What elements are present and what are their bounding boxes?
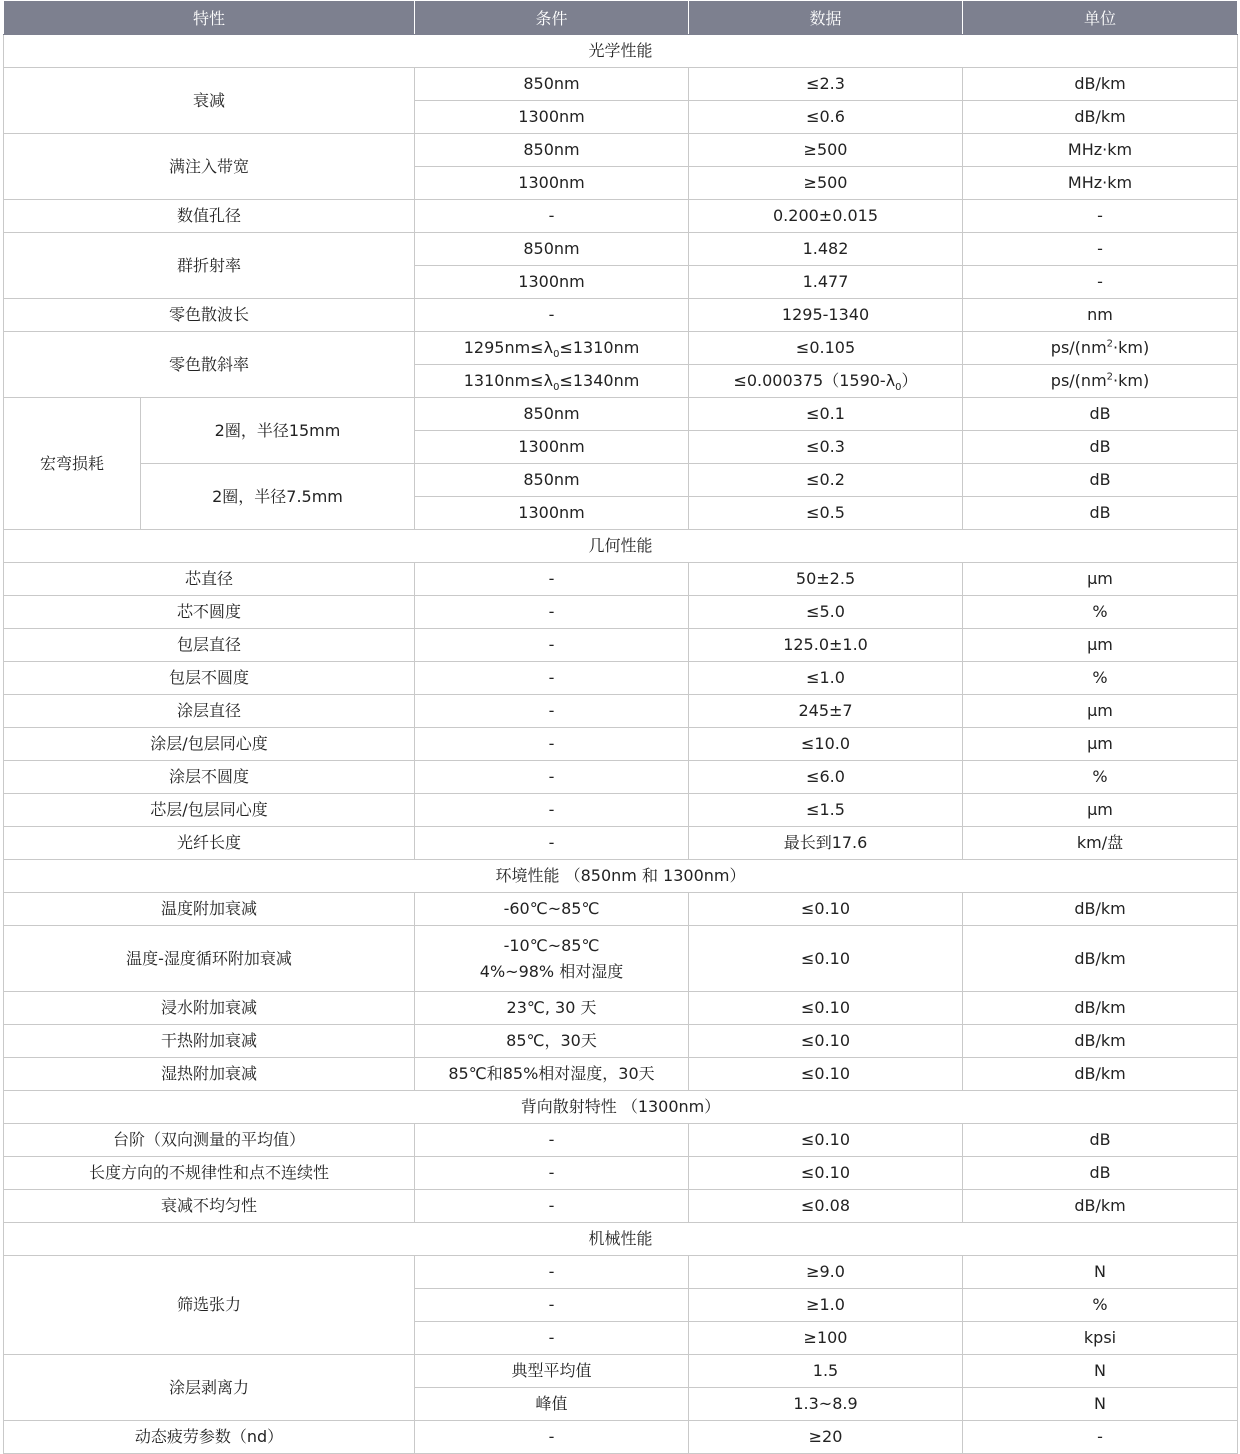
table-row: [4, 992, 1238, 1025]
cell-condition: -: [415, 1190, 689, 1223]
cell-unit: μm: [963, 695, 1238, 728]
cell-unit: MHz·km: [963, 167, 1238, 200]
cell-condition: 850nm: [415, 134, 689, 167]
cell-data: 1.477: [689, 266, 963, 299]
cell-condition: 1300nm: [415, 101, 689, 134]
subscript: 0: [895, 382, 902, 394]
unit-text: ·km): [1113, 338, 1150, 357]
subscript: 0: [553, 349, 560, 361]
cell-unit: %: [963, 1289, 1238, 1322]
table-row: [4, 68, 1238, 101]
row-sublabel: 2圈，半径7.5mm: [141, 464, 415, 530]
cell-data: ≤5.0: [689, 596, 963, 629]
section-title-mechanical: 机械性能: [4, 1223, 1238, 1256]
table-row: [4, 1157, 1238, 1190]
table-row: [4, 1256, 1238, 1289]
cell-unit: dB: [963, 497, 1238, 530]
cell-data: 50±2.5: [689, 563, 963, 596]
row-label: 光纤长度: [4, 827, 415, 860]
table-row: [4, 1190, 1238, 1223]
cell-condition: -: [415, 1256, 689, 1289]
table-row: [4, 728, 1238, 761]
table-row: [4, 233, 1238, 266]
cell-condition: 1300nm: [415, 266, 689, 299]
cell-data: ≥500: [689, 167, 963, 200]
section-title-geometry: 几何性能: [4, 530, 1238, 563]
cell-condition: -: [415, 827, 689, 860]
cell-condition: -60℃~85℃: [415, 893, 689, 926]
cell-condition: -: [415, 794, 689, 827]
cell-data: ≥1.0: [689, 1289, 963, 1322]
cell-condition: 23℃, 30 天: [415, 992, 689, 1025]
header-data: 数据: [689, 1, 963, 35]
table-row: [4, 596, 1238, 629]
cell-unit: [963, 332, 1238, 365]
section-row: [4, 530, 1238, 563]
unit-text: ps/(nm: [1050, 371, 1107, 390]
row-label: 长度方向的不规律性和点不连续性: [4, 1157, 415, 1190]
cell-unit: dB/km: [963, 893, 1238, 926]
row-label: 涂层不圆度: [4, 761, 415, 794]
cond-line: 4%~98% 相对湿度: [479, 961, 624, 981]
cell-data: 1295-1340: [689, 299, 963, 332]
unit-text: ·km): [1113, 371, 1150, 390]
section-title-optical: 光学性能: [4, 35, 1238, 68]
cell-unit: dB/km: [963, 992, 1238, 1025]
cell-condition: 1300nm: [415, 497, 689, 530]
cell-data: ≤0.10: [689, 1058, 963, 1091]
cell-condition: 850nm: [415, 398, 689, 431]
cell-data: ≤0.10: [689, 893, 963, 926]
table-row: [4, 662, 1238, 695]
header-property: 特性: [4, 1, 415, 35]
row-label: 湿热附加衰减: [4, 1058, 415, 1091]
row-label: 包层直径: [4, 629, 415, 662]
cell-condition: [415, 926, 689, 992]
table-row: [4, 1421, 1238, 1454]
data-text: ）: [901, 371, 918, 390]
section-row: [4, 1091, 1238, 1124]
table-row: [4, 1058, 1238, 1091]
table-row: [4, 464, 1238, 497]
section-title-environment: 环境性能 （850nm 和 1300nm）: [4, 860, 1238, 893]
cell-data: ≤0.10: [689, 1025, 963, 1058]
cell-unit: -: [963, 233, 1238, 266]
cond-text: 1295nm≤λ: [463, 338, 554, 357]
cell-unit: dB: [963, 1157, 1238, 1190]
cell-unit: N: [963, 1388, 1238, 1421]
cell-data: ≤6.0: [689, 761, 963, 794]
cell-data: 0.200±0.015: [689, 200, 963, 233]
cell-condition: 850nm: [415, 68, 689, 101]
cell-data: ≤0.08: [689, 1190, 963, 1223]
row-label: 干热附加衰减: [4, 1025, 415, 1058]
cell-condition: 850nm: [415, 464, 689, 497]
table-row: [4, 1355, 1238, 1388]
cell-condition: 85℃和85%相对湿度，30天: [415, 1058, 689, 1091]
cell-unit: N: [963, 1355, 1238, 1388]
row-label: 零色散波长: [4, 299, 415, 332]
cell-condition: -: [415, 1322, 689, 1355]
cell-unit: %: [963, 662, 1238, 695]
cell-unit: dB/km: [963, 68, 1238, 101]
table-row: [4, 629, 1238, 662]
subscript: 0: [553, 382, 560, 394]
data-text: ≤0.000375（1590-λ: [733, 371, 896, 390]
cell-unit: [963, 365, 1238, 398]
row-label: 台阶（双向测量的平均值）: [4, 1124, 415, 1157]
table-row: [4, 893, 1238, 926]
row-label: 涂层/包层同心度: [4, 728, 415, 761]
cell-unit: km/盘: [963, 827, 1238, 860]
cell-data: ≤2.3: [689, 68, 963, 101]
row-label: 零色散斜率: [4, 332, 415, 398]
cond-line: -10℃~85℃: [503, 935, 600, 955]
row-label: 涂层剥离力: [4, 1355, 415, 1421]
cell-unit: dB/km: [963, 926, 1238, 992]
cell-unit: μm: [963, 728, 1238, 761]
cell-condition: 1300nm: [415, 167, 689, 200]
cell-condition: -: [415, 629, 689, 662]
cell-unit: dB: [963, 431, 1238, 464]
cell-data: ≥100: [689, 1322, 963, 1355]
cell-data: 最长到17.6: [689, 827, 963, 860]
cell-condition: -: [415, 728, 689, 761]
section-title-backscatter: 背向散射特性 （1300nm）: [4, 1091, 1238, 1124]
cell-data: [689, 365, 963, 398]
cell-condition: -: [415, 695, 689, 728]
cell-data: 1.3~8.9: [689, 1388, 963, 1421]
cell-unit: dB/km: [963, 1190, 1238, 1223]
cell-data: ≤10.0: [689, 728, 963, 761]
cell-data: ≤1.0: [689, 662, 963, 695]
row-label: 衰减: [4, 68, 415, 134]
cell-condition: 850nm: [415, 233, 689, 266]
cell-condition: 1300nm: [415, 431, 689, 464]
row-label: 动态疲劳参数（nd）: [4, 1421, 415, 1454]
cell-data: ≤0.3: [689, 431, 963, 464]
table-row: [4, 926, 1238, 992]
cell-data: 1.482: [689, 233, 963, 266]
cell-condition: -: [415, 563, 689, 596]
cell-condition: 85℃，30天: [415, 1025, 689, 1058]
cell-unit: nm: [963, 299, 1238, 332]
cond-text: 1310nm≤λ: [463, 371, 554, 390]
cell-unit: kpsi: [963, 1322, 1238, 1355]
cell-condition: [415, 365, 689, 398]
header-condition: 条件: [415, 1, 689, 35]
header-row: [4, 1, 1238, 35]
cell-condition: [415, 332, 689, 365]
table-row: [4, 200, 1238, 233]
cell-data: ≤0.1: [689, 398, 963, 431]
cell-condition: -: [415, 299, 689, 332]
cell-unit: dB: [963, 464, 1238, 497]
cell-data: ≤0.5: [689, 497, 963, 530]
cell-data: ≥9.0: [689, 1256, 963, 1289]
row-label: 芯直径: [4, 563, 415, 596]
row-label: 满注入带宽: [4, 134, 415, 200]
cell-unit: %: [963, 596, 1238, 629]
section-row: [4, 35, 1238, 68]
unit-text: ps/(nm: [1050, 338, 1107, 357]
row-label: 浸水附加衰减: [4, 992, 415, 1025]
row-label: 涂层直径: [4, 695, 415, 728]
cell-condition: -: [415, 1157, 689, 1190]
cell-data: 245±7: [689, 695, 963, 728]
cell-data: ≤0.105: [689, 332, 963, 365]
row-label: 温度-湿度循环附加衰减: [4, 926, 415, 992]
cell-data: ≤0.2: [689, 464, 963, 497]
row-label: 包层不圆度: [4, 662, 415, 695]
cell-data: ≤0.10: [689, 1124, 963, 1157]
cell-data: ≤0.10: [689, 926, 963, 992]
table-row: [4, 1025, 1238, 1058]
superscript: 2: [1106, 371, 1114, 383]
cell-condition: -: [415, 662, 689, 695]
cond-text: ≤1340nm: [559, 371, 640, 390]
cell-condition: -: [415, 596, 689, 629]
row-label: 群折射率: [4, 233, 415, 299]
cell-condition: 峰值: [415, 1388, 689, 1421]
cell-data: ≤1.5: [689, 794, 963, 827]
cell-condition: -: [415, 200, 689, 233]
section-row: [4, 860, 1238, 893]
table-row: [4, 134, 1238, 167]
table-row: [4, 299, 1238, 332]
table-row: [4, 827, 1238, 860]
row-label: 数值孔径: [4, 200, 415, 233]
row-sublabel: 2圈，半径15mm: [141, 398, 415, 464]
cell-unit: -: [963, 200, 1238, 233]
cell-data: ≥500: [689, 134, 963, 167]
cell-unit: μm: [963, 563, 1238, 596]
cell-data: ≥20: [689, 1421, 963, 1454]
cell-condition: 典型平均值: [415, 1355, 689, 1388]
cell-condition: -: [415, 1421, 689, 1454]
cell-condition: -: [415, 761, 689, 794]
cond-text: ≤1310nm: [559, 338, 640, 357]
cell-unit: dB: [963, 1124, 1238, 1157]
row-label: 筛选张力: [4, 1256, 415, 1355]
table-row: [4, 794, 1238, 827]
cell-data: ≤0.10: [689, 992, 963, 1025]
cell-data: ≤0.10: [689, 1157, 963, 1190]
cell-condition: -: [415, 1124, 689, 1157]
cell-unit: dB: [963, 398, 1238, 431]
section-row: [4, 1223, 1238, 1256]
cell-data: 125.0±1.0: [689, 629, 963, 662]
table-row: [4, 563, 1238, 596]
table-row: [4, 761, 1238, 794]
row-label: 芯层/包层同心度: [4, 794, 415, 827]
spec-table: [3, 0, 1238, 1454]
table-row: [4, 398, 1238, 431]
cell-unit: dB/km: [963, 1058, 1238, 1091]
cell-unit: MHz·km: [963, 134, 1238, 167]
row-label: 温度附加衰减: [4, 893, 415, 926]
table-row: [4, 695, 1238, 728]
row-label: 衰减不均匀性: [4, 1190, 415, 1223]
table-row: [4, 332, 1238, 365]
cell-unit: -: [963, 266, 1238, 299]
cell-data: 1.5: [689, 1355, 963, 1388]
header-unit: 单位: [963, 1, 1238, 35]
row-label: 芯不圆度: [4, 596, 415, 629]
cell-condition: -: [415, 1289, 689, 1322]
cell-unit: dB/km: [963, 101, 1238, 134]
cell-unit: μm: [963, 794, 1238, 827]
table-row: [4, 1124, 1238, 1157]
cell-unit: N: [963, 1256, 1238, 1289]
cell-unit: %: [963, 761, 1238, 794]
cell-unit: -: [963, 1421, 1238, 1454]
cell-data: ≤0.6: [689, 101, 963, 134]
cell-unit: μm: [963, 629, 1238, 662]
row-label: 宏弯损耗: [4, 398, 141, 530]
cell-unit: dB/km: [963, 1025, 1238, 1058]
superscript: 2: [1106, 338, 1114, 350]
